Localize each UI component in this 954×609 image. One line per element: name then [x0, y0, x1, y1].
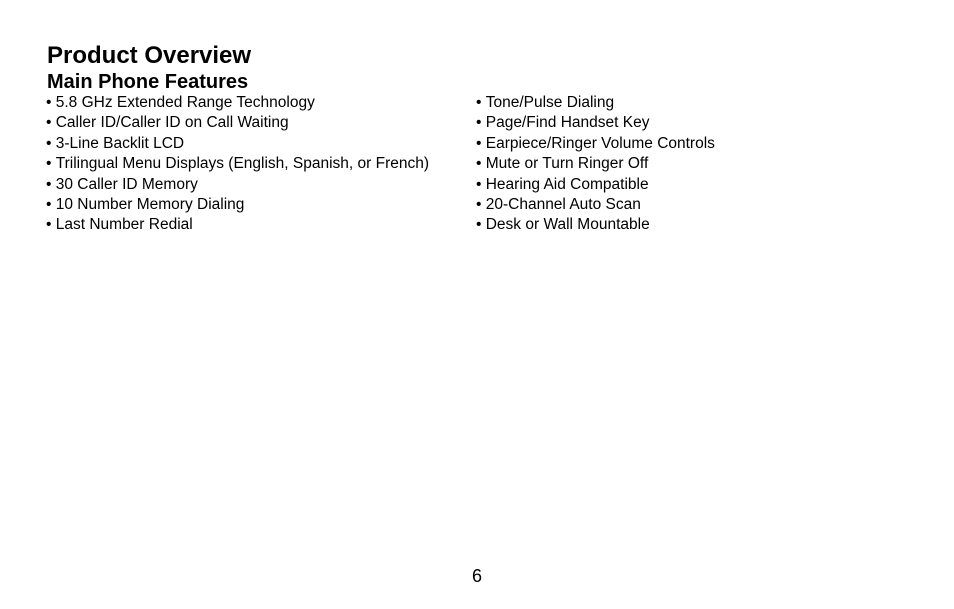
feature-item: • 5.8 GHz Extended Range Technology [46, 93, 429, 113]
section-title: Main Phone Features [47, 71, 249, 93]
feature-item: • 30 Caller ID Memory [46, 175, 429, 195]
feature-item: • Tone/Pulse Dialing [476, 93, 715, 113]
feature-list-right [476, 93, 715, 236]
feature-item: • Trilingual Menu Displays (English, Spanish, or French) [46, 154, 429, 174]
feature-item: • 20-Channel Auto Scan [476, 195, 715, 215]
feature-item: • 10 Number Memory Dialing [46, 195, 429, 215]
page-title: Product Overview [47, 42, 252, 69]
feature-item: • Page/Find Handset Key [476, 113, 715, 133]
feature-item: • Mute or Turn Ringer Off [476, 154, 715, 174]
feature-list-left [46, 93, 429, 236]
feature-item: • Earpiece/Ringer Volume Controls [476, 134, 715, 154]
feature-item: • 3-Line Backlit LCD [46, 134, 429, 154]
page-number: 6 [471, 566, 482, 586]
feature-item: • Last Number Redial [46, 215, 429, 235]
feature-item: • Caller ID/Caller ID on Call Waiting [46, 113, 429, 133]
feature-item: • Desk or Wall Mountable [476, 215, 715, 235]
feature-item: • Hearing Aid Compatible [476, 175, 715, 195]
